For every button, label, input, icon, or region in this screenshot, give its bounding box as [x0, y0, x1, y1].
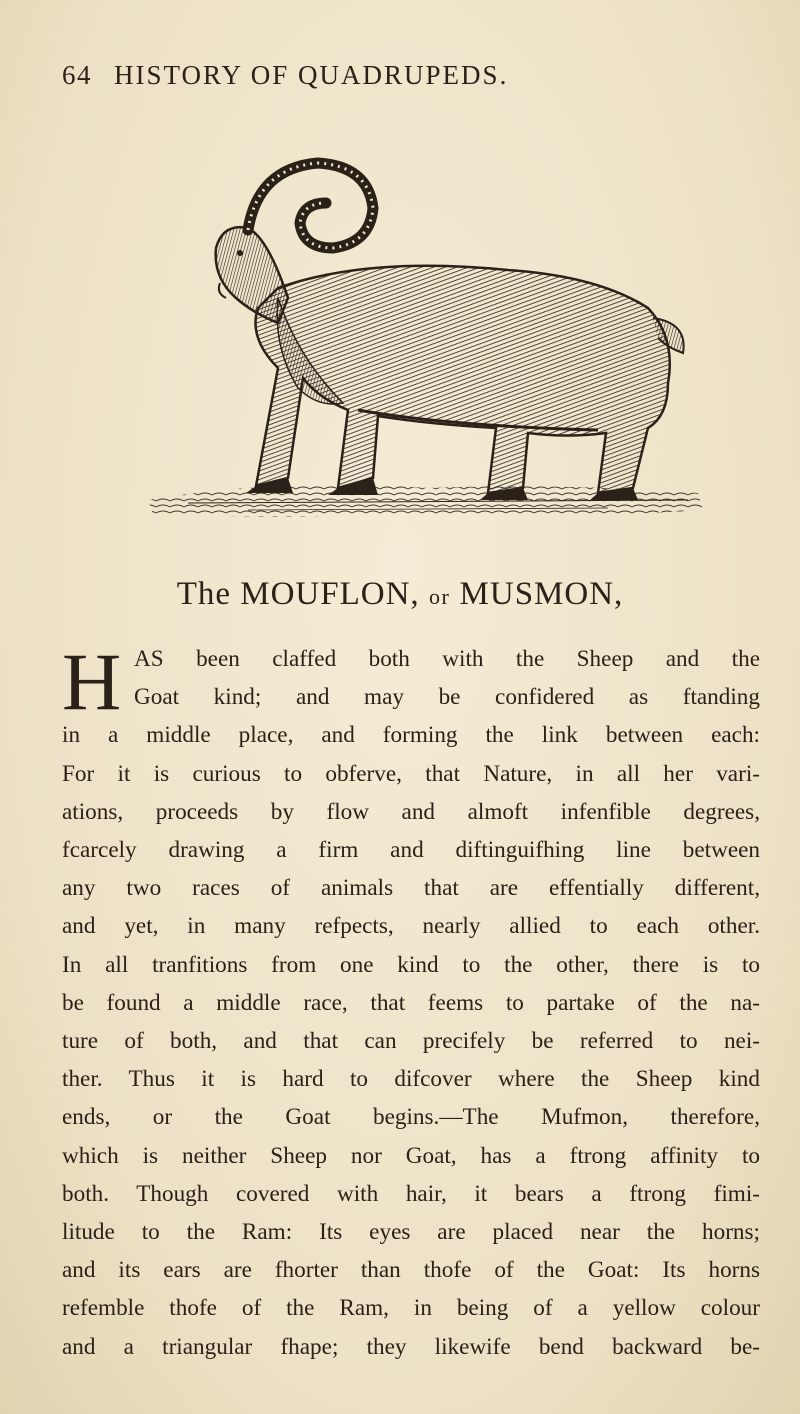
text-line: refemble thofe of the Ram, in being of a yellow colour [62, 1295, 760, 1322]
text-line: In all tranfitions from one kind to the other, there is to [62, 951, 760, 978]
text-line: both. Though covered with hair, it bears a ftrong fimi- [62, 1180, 760, 1207]
text-line: and a triangular fhape; they likewife bend backward be- [62, 1333, 760, 1360]
page-header [62, 54, 752, 98]
text-line: litude to the Ram: Its eyes are placed near the horns; [62, 1219, 760, 1246]
text-line: ture of both, and that can precifely be referred to nei- [62, 1028, 760, 1055]
drop-cap: H [62, 636, 122, 727]
text-line: ther. Thus it is hard to difcover where the Sheep kind [62, 1066, 760, 1093]
text-line: ations, proceeds by flow and almoft infenfible degrees, [62, 798, 760, 825]
page-number: 64 [62, 60, 92, 90]
mouflon-engraving [128, 148, 718, 528]
text-line: For it is curious to obferve, that Nature, in all her vari- [62, 760, 760, 787]
figure-caption [0, 576, 800, 613]
caption-the: The [176, 576, 231, 612]
caption-or: or [428, 584, 451, 609]
mouflon-horn [248, 163, 373, 248]
text-line: AS been claffed both with the Sheep and the [134, 646, 760, 672]
text-line: in a middle place, and forming the link between each: [62, 722, 760, 749]
text-line: ends, or the Goat begins.—The Mufmon, therefore, [62, 1104, 760, 1131]
article-body [62, 636, 760, 1366]
caption-alt-name: MUSMON, [459, 576, 624, 612]
running-head: HISTORY OF QUADRUPEDS. [114, 60, 509, 90]
text-line: be found a middle race, that feems to partake of the na- [62, 989, 760, 1016]
mouflon-head [216, 227, 288, 323]
text-line: any two races of animals that are effentially different, [62, 875, 760, 902]
text-line: and its ears are fhorter than thofe of the Goat: Its horns [62, 1257, 760, 1284]
text-line: Goat kind; and may be confidered as ftanding [134, 684, 760, 711]
text-line: which is neither Sheep nor Goat, has a ftrong affinity to [62, 1142, 760, 1169]
text-line: fcarcely drawing a firm and diftinguifhing line between [62, 837, 760, 864]
text-line: and yet, in many refpects, nearly allied to each other. [62, 913, 760, 940]
caption-name: MOUFLON, [240, 576, 420, 612]
